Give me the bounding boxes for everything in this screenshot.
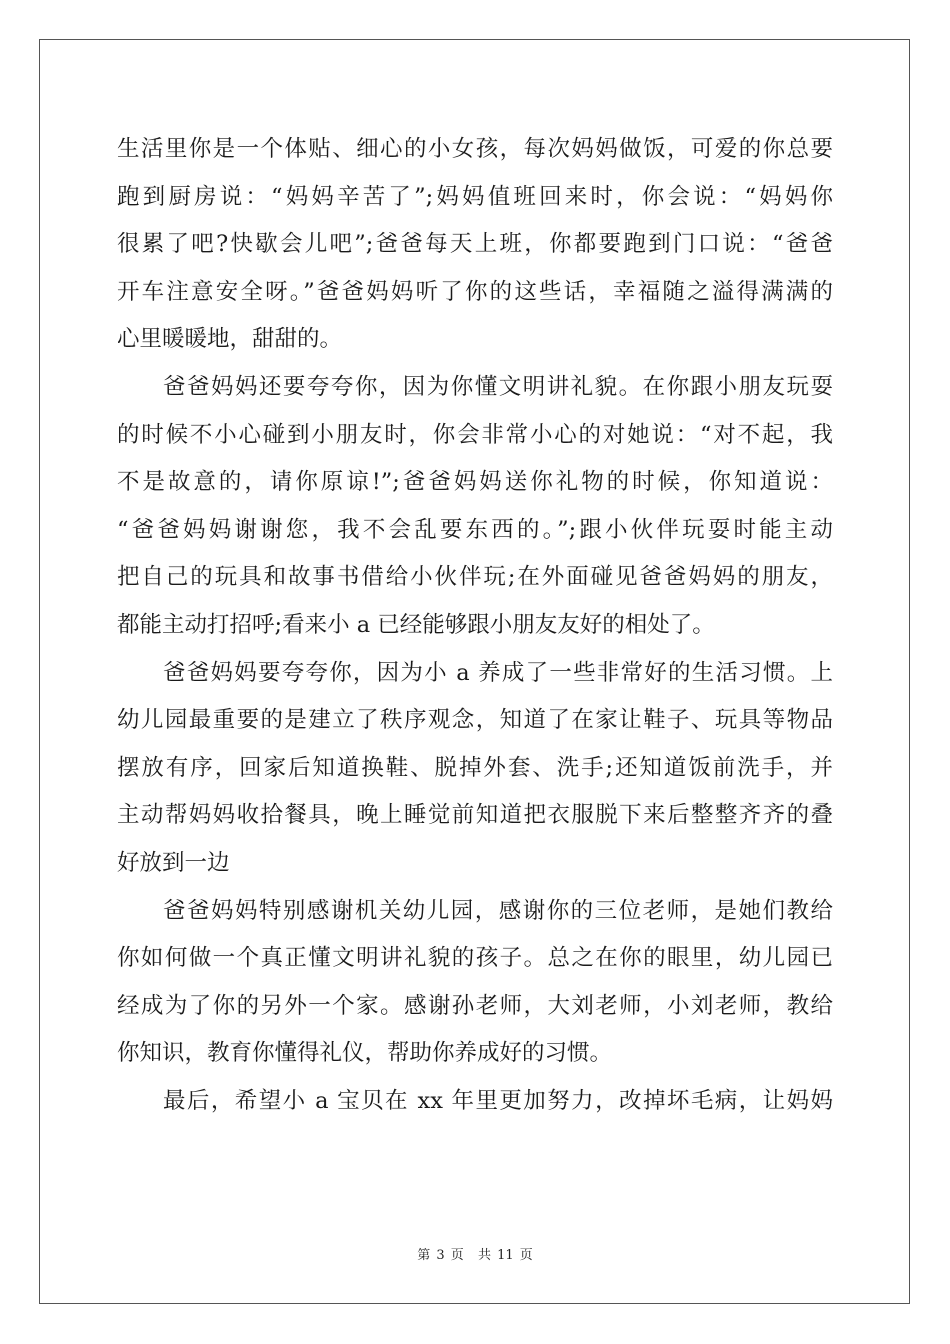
text-line: 的时候不小心碰到小朋友时，你会非常小心的对她说：“对不起，我 <box>117 421 833 448</box>
text-line: 最后，希望小 a 宝贝在 xx 年里更加努力，改掉坏毛病，让妈妈 <box>163 1087 833 1114</box>
paragraph <box>117 126 833 364</box>
paragraph <box>117 1078 833 1126</box>
text-line: 你如何做一个真正懂文明讲礼貌的孩子。总之在你的眼里，幼儿园已 <box>117 945 833 972</box>
page-footer <box>0 1248 950 1264</box>
text-line: 幼儿园最重要的是建立了秩序观念，知道了在家让鞋子、玩具等物品 <box>117 707 833 734</box>
document-body <box>117 126 833 1125</box>
page-total: 共 11 页 <box>477 1248 533 1263</box>
page-number: 第 3 页 <box>417 1248 464 1263</box>
text-line: 不是故意的，请你原谅!”;爸爸妈妈送你礼物的时候，你知道说： <box>117 469 833 496</box>
text-line: 很累了吧?快歇会儿吧”;爸爸每天上班，你都要跑到门口说：“爸爸 <box>117 231 833 258</box>
text-line: 经成为了你的另外一个家。感谢孙老师，大刘老师，小刘老师，教给 <box>117 992 833 1019</box>
text-line: 跑到厨房说：“妈妈辛苦了”;妈妈值班回来时，你会说：“妈妈你 <box>117 183 833 210</box>
text-line: 你知识，教育你懂得礼仪，帮助你养成好的习惯。 <box>117 1040 613 1067</box>
paragraph <box>117 888 833 1078</box>
text-line: 心里暖暖地，甜甜的。 <box>117 326 343 353</box>
text-line: 开车注意安全呀。”爸爸妈妈听了你的这些话，幸福随之溢得满满的 <box>117 278 833 305</box>
text-line: 爸爸妈妈还要夸夸你，因为你懂文明讲礼貌。在你跟小朋友玩耍 <box>163 373 833 400</box>
text-line: 都能主动打招呼;看来小 a 已经能够跟小朋友友好的相处了。 <box>117 611 715 638</box>
text-line: 好放到一边 <box>117 849 230 876</box>
text-line: 主动帮妈妈收拾餐具，晚上睡觉前知道把衣服脱下来后整整齐齐的叠 <box>117 802 833 829</box>
text-line: 生活里你是一个体贴、细心的小女孩，每次妈妈做饭，可爱的你总要 <box>117 136 833 162</box>
text-line: 把自己的玩具和故事书借给小伙伴玩;在外面碰见爸爸妈妈的朋友， <box>117 564 833 591</box>
text-line: 爸爸妈妈要夸夸你，因为小 a 养成了一些非常好的生活习惯。上 <box>163 659 833 686</box>
text-line: 爸爸妈妈特别感谢机关幼儿园，感谢你的三位老师，是她们教给 <box>163 897 833 924</box>
text-line: “爸爸妈妈谢谢您，我不会乱要东西的。”;跟小伙伴玩耍时能主动 <box>117 516 833 543</box>
paragraph <box>117 364 833 650</box>
text-line: 摆放有序，回家后知道换鞋、脱掉外套、洗手;还知道饭前洗手，并 <box>117 754 833 781</box>
paragraph <box>117 650 833 888</box>
